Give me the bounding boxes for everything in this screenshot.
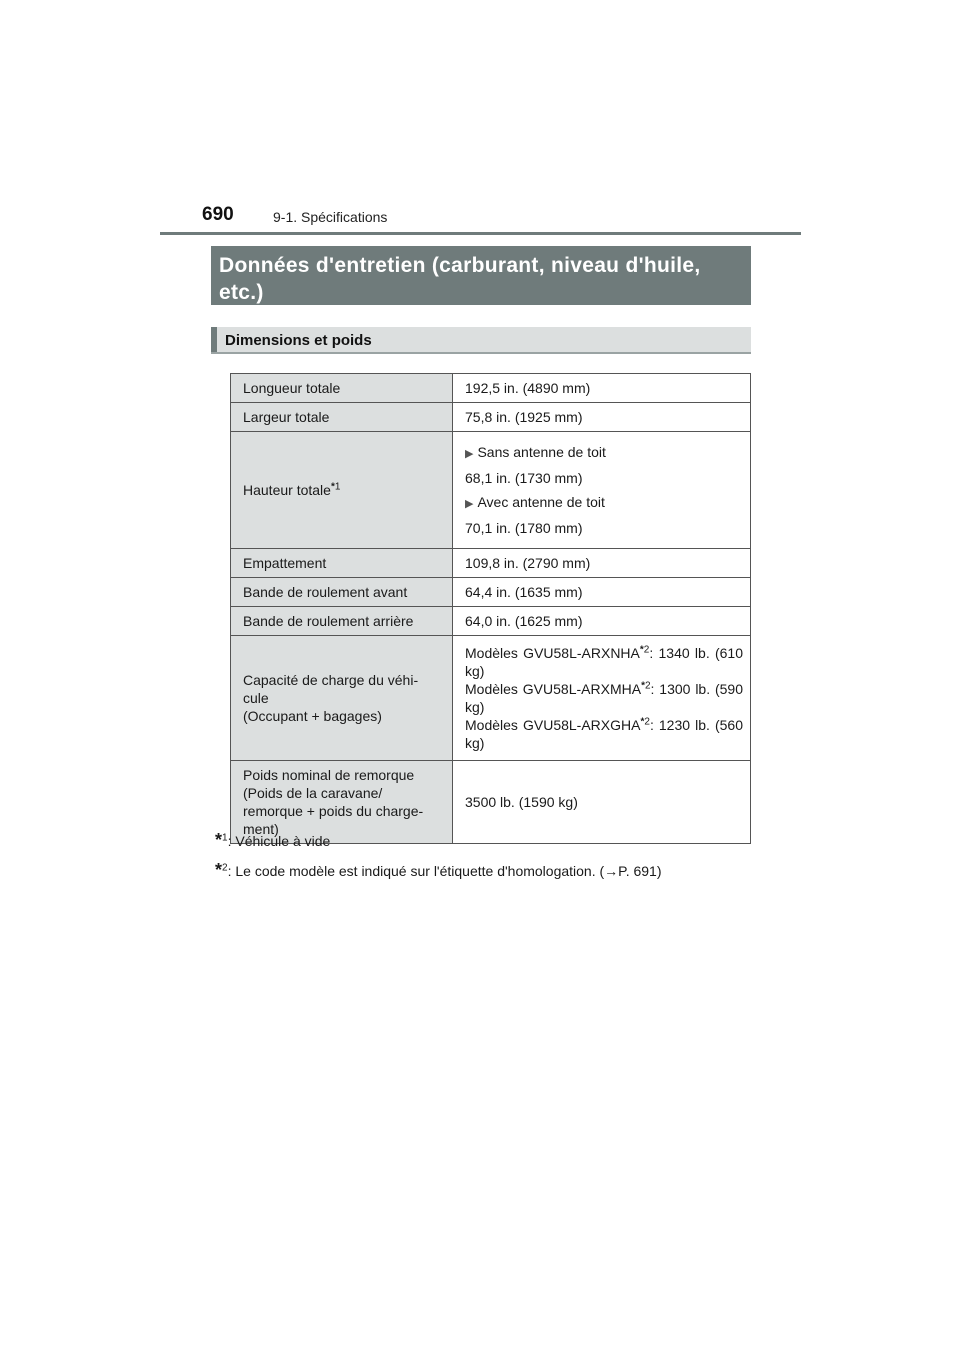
- spec-label: Poids nominal de remorque (Poids de la caravane/ remorque + poids du charge- ment): [231, 761, 453, 844]
- spec-value: 75,8 in. (1925 mm): [453, 403, 751, 432]
- option-value: 70,1 in. (1780 mm): [465, 520, 583, 536]
- model-line: Modèles GVU58L-ARXNHA$^{*2}$: 1340 lb. (610 kg): [465, 644, 743, 679]
- footnotes: [215, 830, 662, 890]
- header-rule: [160, 232, 801, 235]
- table-row: [231, 374, 751, 403]
- table-row: [231, 403, 751, 432]
- subsection-bar: [211, 327, 217, 352]
- triangle-bullet-icon: ▶: [465, 498, 474, 510]
- spec-label: Largeur totale: [231, 403, 453, 432]
- spec-table: [230, 373, 751, 844]
- table-row: [231, 432, 751, 549]
- option-value: 68,1 in. (1730 mm): [465, 470, 583, 486]
- footnote-ref: *1: [330, 481, 341, 493]
- table-row: [231, 549, 751, 578]
- triangle-bullet-icon: ▶: [465, 448, 474, 460]
- footnote: *$^2$: Le code modèle est indiqué sur l'étiquette d'homologation. (→P. 691): [215, 860, 662, 880]
- table-row: [231, 607, 751, 636]
- table-row: [231, 578, 751, 607]
- spec-value: 109,8 in. (2790 mm): [453, 549, 751, 578]
- spec-value: 64,4 in. (1635 mm): [453, 578, 751, 607]
- spec-label: [231, 432, 453, 549]
- table-row: [231, 636, 751, 761]
- option-item: ▶ Sans antenne de toit: [465, 443, 743, 463]
- subsection-heading: [211, 327, 751, 354]
- spec-value: 3500 lb. (1590 kg): [453, 761, 751, 844]
- option-item: ▶ Avec antenne de toit: [465, 493, 743, 513]
- spec-label: Capacité de charge du véhi- cule (Occupant + bagages): [231, 636, 453, 761]
- spec-label: Bande de roulement arrière: [231, 607, 453, 636]
- spec-value: [453, 432, 751, 549]
- model-line: Modèles GVU58L-ARXMHA$^{*2}$: 1300 lb. (590 kg): [465, 680, 744, 715]
- spec-value: 64,0 in. (1625 mm): [453, 607, 751, 636]
- subsection-title: Dimensions et poids: [225, 332, 372, 349]
- section-banner: Données d'entretien (carburant, niveau d'huile, etc.): [211, 246, 751, 305]
- spec-label: Longueur totale: [231, 374, 453, 403]
- spec-label: Empattement: [231, 549, 453, 578]
- footnote: *$^1$: Véhicule à vide: [215, 830, 331, 850]
- spec-label-text: Hauteur totale: [243, 482, 331, 498]
- spec-value: 192,5 in. (4890 mm): [453, 374, 751, 403]
- running-header: 9-1. Spécifications: [273, 209, 388, 225]
- spec-label: Bande de roulement avant: [231, 578, 453, 607]
- spec-value: [453, 636, 751, 761]
- model-line: Modèles GVU58L-ARXGHA$^{*2}$: 1230 lb. (560 kg): [465, 716, 743, 751]
- page-number: 690: [202, 204, 234, 225]
